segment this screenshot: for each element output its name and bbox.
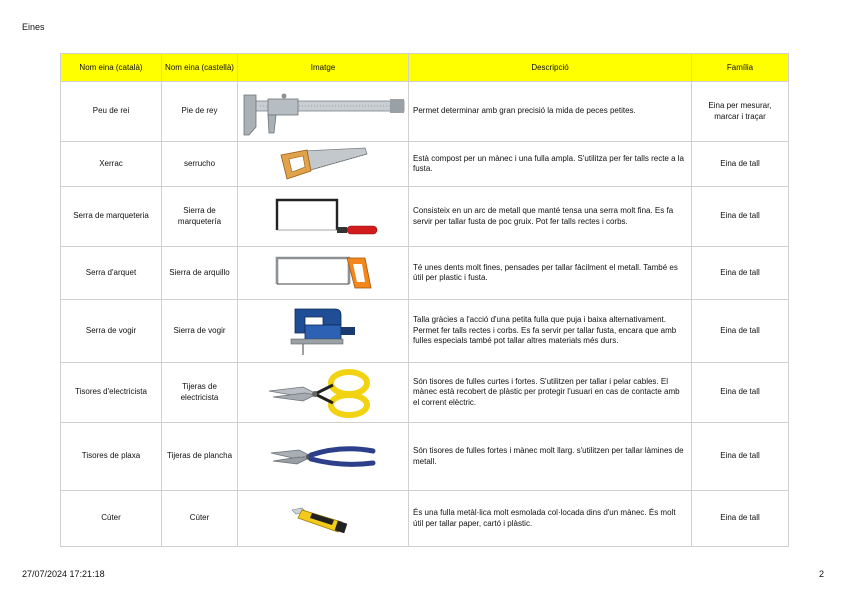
- table-header-row: [61, 54, 789, 82]
- cell-image: [238, 363, 409, 423]
- cell-image: [238, 300, 409, 363]
- cell-image: [238, 491, 409, 547]
- document-title: Eines: [22, 22, 45, 32]
- jigsaw-icon: [283, 303, 363, 359]
- table-row: [61, 142, 789, 187]
- cell-family: Eina de tall: [692, 423, 789, 491]
- print-timestamp: 27/07/2024 17:21:18: [22, 569, 105, 579]
- cell-description: És una fulla metàl·lica molt esmolada col·locada dins d'un mànec. És molt útil per tallar paper, cartó i plàstic.: [409, 491, 692, 547]
- cell-image: [238, 247, 409, 300]
- cell-image: [238, 142, 409, 187]
- cell-name-ca: Tisores d'electricista: [61, 363, 162, 423]
- page-number: 2: [819, 569, 825, 579]
- header-family: Família: [692, 54, 789, 82]
- cell-description: Està compost per un mànec i una fulla ampla. S'utilitza per fer talls recte a la fusta.: [409, 142, 692, 187]
- cell-description: Té unes dents molt fines, pensades per tallar fàcilment el metall. També es útil per plastic i fusta.: [409, 247, 692, 300]
- table-row: [61, 423, 789, 491]
- cell-name-es: serrucho: [162, 142, 238, 187]
- table-row: [61, 300, 789, 363]
- cell-family: Eina de tall: [692, 187, 789, 247]
- cell-family: Eina de tall: [692, 363, 789, 423]
- cell-description: Consisteix en un arc de metall que manté tensa una serra molt fina. Es fa servir per tallar fusta de poc gruix. Pot fer talls rectes i corbs.: [409, 187, 692, 247]
- cell-family: Eina de tall: [692, 142, 789, 187]
- header-image: Imatge: [238, 54, 409, 82]
- cell-description: Permet determinar amb gran precisió la mida de peces petites.: [409, 82, 692, 142]
- cell-family: Eina de tall: [692, 491, 789, 547]
- cell-name-ca: Serra de marqueteria: [61, 187, 162, 247]
- header-name-ca: Nom eina (català): [61, 54, 162, 82]
- table-row: [61, 187, 789, 247]
- cell-image: [238, 82, 409, 142]
- cell-name-ca: Tisores de plaxa: [61, 423, 162, 491]
- tools-table: [60, 53, 789, 547]
- cell-name-es: Cúter: [162, 491, 238, 547]
- cell-name-ca: Peu de rei: [61, 82, 162, 142]
- handsaw-icon: [273, 145, 373, 183]
- table-row: [61, 247, 789, 300]
- cell-name-es: Pie de rey: [162, 82, 238, 142]
- table-row: [61, 82, 789, 142]
- cell-name-ca: Serra de vogir: [61, 300, 162, 363]
- table-row: [61, 491, 789, 547]
- cell-name-ca: Cúter: [61, 491, 162, 547]
- cell-image: [238, 423, 409, 491]
- header-name-es: Nom eina (castellà): [162, 54, 238, 82]
- cell-name-es: Sierra de arquillo: [162, 247, 238, 300]
- hacksaw-icon: [263, 252, 383, 294]
- cell-name-es: Sierra de vogir: [162, 300, 238, 363]
- cell-description: Talla gràcies a l'acció d'una petita fulla que puja i baixa alternativament. Permet fer talls rectes i corbs. Es fa servir per tallar fusta, encara que amb fulles especials també pot tallar altres materials més durs.: [409, 300, 692, 363]
- cell-name-ca: Xerrac: [61, 142, 162, 187]
- cell-description: Són tisores de fulles curtes i fortes. S'utilitzen per tallar i pelar cables. El mànec està recobert de plàstic per protegir l'usuari en cas de contacte amb el corrent elèctric.: [409, 363, 692, 423]
- coping-saw-icon: [263, 192, 383, 242]
- cell-name-es: Sierra de marquetería: [162, 187, 238, 247]
- cell-name-es: Tijeras de plancha: [162, 423, 238, 491]
- cell-name-es: Tijeras de electricista: [162, 363, 238, 423]
- caliper-icon: [240, 87, 406, 137]
- tin-snips-icon: [263, 437, 383, 477]
- cell-name-ca: Serra d'arquet: [61, 247, 162, 300]
- table-row: [61, 363, 789, 423]
- cell-description: Són tisores de fulles fortes i mànec molt llarg. s'utilitzen per tallar làmines de metall.: [409, 423, 692, 491]
- cell-family: Eina per mesurar, marcar i traçar: [692, 82, 789, 142]
- cell-family: Eina de tall: [692, 247, 789, 300]
- header-description: Descripció: [409, 54, 692, 82]
- cell-image: [238, 187, 409, 247]
- cutter-icon: [288, 502, 358, 536]
- cell-family: Eina de tall: [692, 300, 789, 363]
- electrician-scissors-icon: [263, 367, 383, 419]
